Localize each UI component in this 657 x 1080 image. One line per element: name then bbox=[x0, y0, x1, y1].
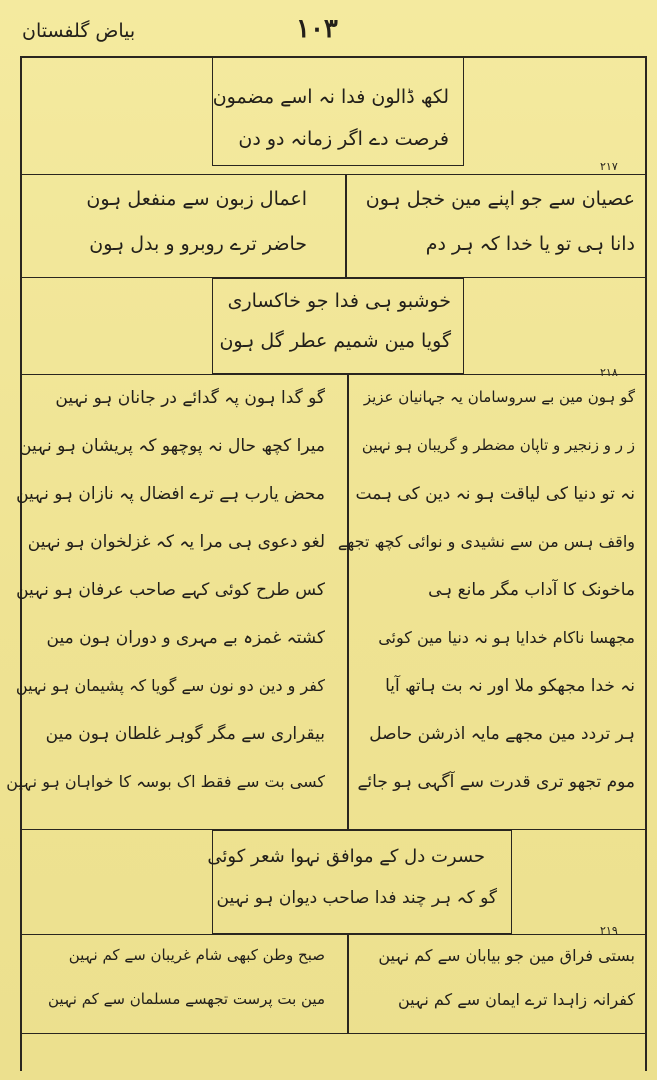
verse-number: ۲۱۷ bbox=[600, 160, 618, 173]
verse-line: گویا مین شمیم عطر گل ہون bbox=[219, 330, 451, 352]
verse-line: کشتہ غمزہ بے مہری و دوران ہون مین bbox=[46, 628, 325, 648]
verse-line: میرا کچھ حال نہ پوچھو کہ پریشان ہو نہین bbox=[19, 436, 325, 456]
verse-line: کفرانہ زاہدا ترے ایمان سے کم نہین bbox=[397, 990, 635, 1009]
verse-line: نہ تو دنیا کی لیاقت ہو نہ دین کی ہمت bbox=[355, 484, 635, 504]
running-title: بیاض گلفستان bbox=[22, 20, 136, 42]
verse-line: واقف ہس من سے نشیدی و نوائی کچھ تجھے bbox=[337, 532, 635, 551]
verse-line: دانا ہی تو یا خدا کہ ہر دم bbox=[425, 233, 635, 255]
verse-line: کس طرح کوئی کہے صاحب عرفان ہو نہین bbox=[16, 580, 325, 600]
verse-line: گو کہ ہر چند فدا صاحب دیوان ہو نہین bbox=[216, 888, 497, 908]
verse-line: ہر تردد مین مجھے مایہ اذرشن حاصل bbox=[369, 724, 635, 744]
verse-line: لکھ ڈالون فدا نہ اسے مضمون bbox=[212, 86, 449, 108]
verse-line: کفر و دین دو نون سے گویا کہ پشیمان ہو نہین bbox=[15, 676, 325, 695]
page-header bbox=[0, 14, 657, 54]
verse-line: لغو دعوی ہی مرا یہ کہ غزلخوان ہو نہین bbox=[27, 532, 325, 552]
verse-line: نہ خدا مجھکو ملا اور نہ بت ہاتھ آیا bbox=[385, 676, 635, 696]
verse-line: گو گدا ہون پہ گدائے در جانان ہو نہین bbox=[55, 388, 325, 408]
verse-line: حاضر ترے روبرو و بدل ہون bbox=[89, 233, 307, 255]
verse-line: موم تجھو تری قدرت سے آگہی ہو جائے bbox=[357, 772, 635, 792]
verse-number: ۲۱۹ bbox=[600, 924, 618, 937]
verse-line: حسرت دل کے موافق نہوا شعر کوئی bbox=[207, 846, 485, 867]
verse-line: فرصت دے اگر زمانہ دو دن bbox=[238, 128, 449, 150]
page-number: ۱۰۳ bbox=[296, 14, 338, 44]
verse-line: بستی فراق مین جو بیابان سے کم نہین bbox=[378, 946, 635, 965]
verse-line: گو ہون مین بے سروسامان یہ جہانیان عزیز bbox=[363, 388, 635, 406]
verse-line: عصیان سے جو اپنے مین خجل ہون bbox=[365, 188, 635, 210]
verse-line: اعمال زبون سے منفعل ہون bbox=[86, 188, 307, 210]
verse-line: محض یارب ہے ترے افضال پہ نازان ہو نہین bbox=[16, 484, 325, 504]
verse-line: صبح وطن کبھی شام غریبان سے کم نہین bbox=[68, 946, 325, 964]
verse-line: مجھسا ناکام خدایا ہو نہ دنیا مین کوئی bbox=[378, 628, 635, 647]
verse-line: ماخونک کا آداب مگر مانع ہی bbox=[428, 580, 635, 600]
verse-line: خوشبو ہی فدا جو خاکساری bbox=[227, 290, 451, 312]
verse-number: ۲۱۸ bbox=[600, 366, 618, 379]
verse-line: بیقراری سے مگر گوہر غلطان ہون مین bbox=[45, 724, 325, 744]
verse-line: کسی بت سے فقط اک بوسہ کا خواہان ہو نہین bbox=[6, 772, 325, 791]
verse-line: مین بت پرست تجھسے مسلمان سے کم نہین bbox=[48, 990, 325, 1008]
verse-line: ز ر و زنجیر و تاپان مضطر و گریبان ہو نہین bbox=[361, 436, 635, 454]
